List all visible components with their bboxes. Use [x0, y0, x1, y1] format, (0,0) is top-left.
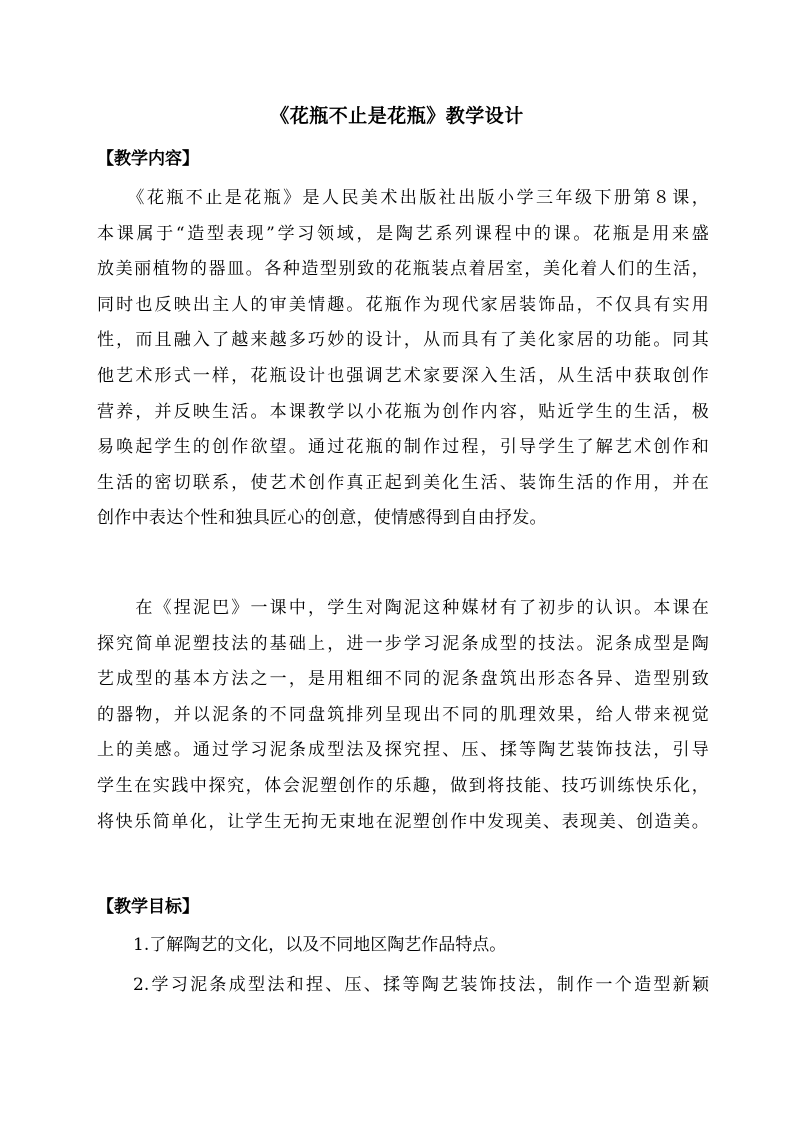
goal-item-1: 1.了解陶艺的文化，以及不同地区陶艺作品特点。 [133, 935, 507, 955]
section-heading-goals: 【教学目标】 [97, 897, 199, 917]
paragraph-line: 探究简单泥塑技法的基础上，进一步学习泥条成型的技法。泥条成型是陶 [97, 633, 709, 654]
paragraph-line: 同时也反映出主人的审美情趣。花瓶作为现代家居装饰品，不仅具有实用 [97, 294, 709, 315]
paragraph-line: 性，而且融入了越来越多巧妙的设计，从而具有了美化家居的功能。同其 [97, 330, 709, 351]
paragraph-line: 的器物，并以泥条的不同盘筑排列呈现出不同的肌理效果，给人带来视觉 [97, 704, 709, 725]
section-heading-content: 【教学内容】 [97, 149, 199, 169]
document-title: 《花瓶不止是花瓶》教学设计 [270, 105, 524, 127]
paragraph-content-1 [97, 181, 709, 537]
paragraph-line: 创作中表达个性和独具匠心的创意，使情感得到自由抒发。 [97, 508, 547, 529]
paragraph-line: 本课属于“造型表现”学习领域，是陶艺系列课程中的课。花瓶是用来盛 [97, 223, 709, 244]
goal-item-2: 2.学习泥条成型法和捏、压、揉等陶艺装饰技法，制作一个造型新颖 [133, 975, 709, 995]
paragraph-line: 在《捏泥巴》一课中，学生对陶泥这种媒材有了初步的认识。本课在 [97, 598, 709, 618]
paragraph-line: 营养，并反映生活。本课教学以小花瓶为创作内容，贴近学生的生活，极 [97, 401, 709, 422]
paragraph-line: 《花瓶不止是花瓶》是人民美术出版社出版小学三年级下册第８课， [97, 188, 709, 208]
paragraph-line: 将快乐简单化，让学生无拘无束地在泥塑创作中发现美、表现美、创造美。 [97, 811, 709, 832]
paragraph-line: 生活的密切联系，使艺术创作真正起到美化生活、装饰生活的作用，并在 [97, 472, 709, 493]
paragraph-line: 易唤起学生的创作欲望。通过花瓶的制作过程，引导学生了解艺术创作和 [97, 437, 709, 458]
paragraph-line: 学生在实践中探究，体会泥塑创作的乐趣，做到将技能、技巧训练快乐化， [97, 775, 709, 796]
paragraph-content-2 [97, 591, 709, 840]
paragraph-line: 他艺术形式一样，花瓶设计也强调艺术家要深入生活，从生活中获取创作 [97, 365, 709, 386]
paragraph-line: 上的美感。通过学习泥条成型法及探究捏、压、揉等陶艺装饰技法，引导 [97, 740, 709, 761]
paragraph-line: 艺成型的基本方法之一，是用粗细不同的泥条盘筑出形态各异、造型别致 [97, 669, 709, 690]
paragraph-line: 放美丽植物的器皿。各种造型别致的花瓶装点着居室，美化着人们的生活， [97, 259, 709, 280]
